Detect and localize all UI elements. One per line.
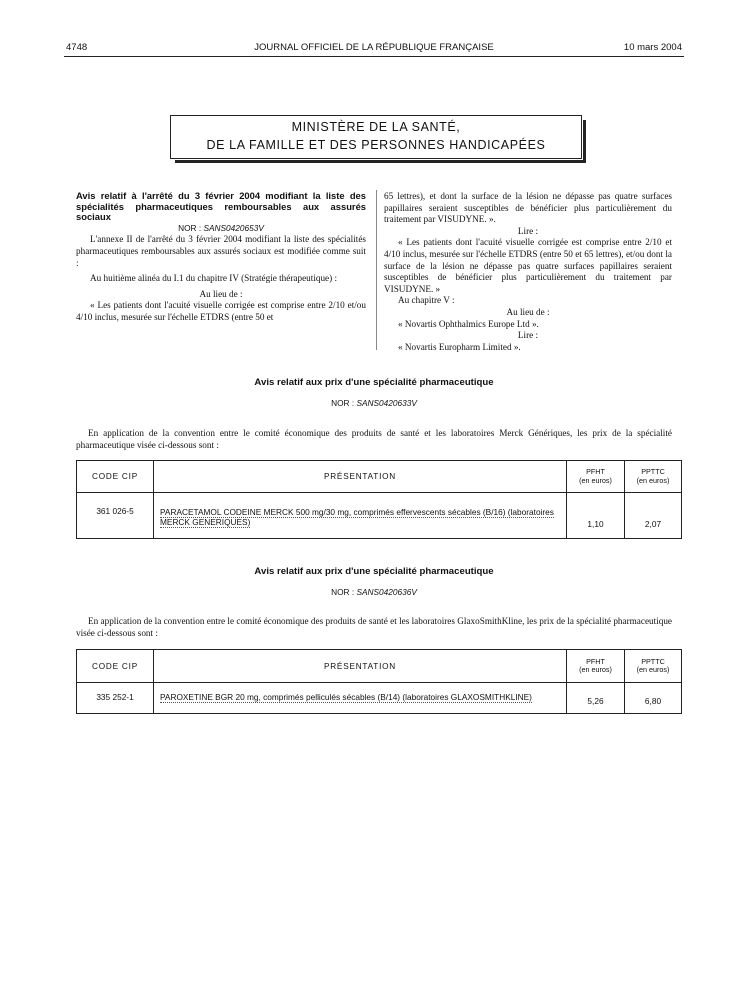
notice-1-col2-para-2: « Les patients dont l'acuité visuelle corrigée est comprise entre 2/10 et 4/10 inclus, mesurée sur l'échelle ETDRS (entre 50 et 65 lettres), et/ou dont la surface de la lésion ne dépasse pas quatre surfaces papillaires seraient susceptibles de bénéficier plus particulièrement du traitement par VISUDYNE. » (384, 237, 672, 294)
notice-3-nor (0, 587, 748, 597)
notice-1-nor (76, 223, 366, 235)
table-header-row (77, 461, 682, 493)
col-header-presentation: PRÉSENTATION (154, 461, 567, 493)
pfht-label: PFHT (586, 656, 605, 666)
notice-3-paragraph-text: En application de la convention entre le comité économique des produits de santé et les laboratoires GlaxoSmithKline, les prix de la spécialité pharmaceutique visée ci-dessous sont : (76, 616, 672, 638)
pfht-unit: (en euros) (579, 475, 612, 485)
notice-1-novartis-2: « Novartis Europharm Limited ». (398, 341, 521, 352)
notice-1-left-column (76, 191, 366, 324)
pfht-label: PFHT (586, 467, 605, 476)
cell-code-cip: 335 252-1 (77, 683, 154, 714)
table-header-row (77, 650, 682, 683)
col-header-presentation: PRÉSENTATION (154, 650, 567, 683)
nor-label: NOR : (331, 398, 355, 408)
ministry-banner (170, 115, 582, 159)
notice-1-col2-para-1: 65 lettres), et dont la surface de la lésion ne dépasse pas quatre surfaces papillaires seraient susceptibles de bénéficier plus particulièrement du traitement par VISUDYNE. ». (384, 191, 672, 225)
notice-1-para-1: L'annexe II de l'arrêté du 3 février 2004 modifiant la liste des spécialités pharmaceutiques remboursables aux assurés sociaux est modifiée comme suit : (76, 234, 366, 268)
notice-2-nor (0, 398, 748, 408)
presentation-text: PARACETAMOL CODEINE MERCK 500 mg/30 mg, comprimés effervescents sécables (B/16) (laboratoires MERCK GENERIQUES) (160, 507, 554, 527)
col-header-ppttc (625, 650, 682, 683)
notice-1-novartis-1: « Novartis Ophthalmics Europe Ltd ». (398, 318, 539, 329)
ppttc-unit: (en euros) (636, 475, 670, 485)
nor-code: SANS0420636V (356, 587, 417, 597)
notice-1-para-3: « Les patients dont l'acuité visuelle corrigée est comprise entre 2/10 et/ou 4/10 inclus, mesurée sur l'échelle ETDRS (entre 50 et (76, 300, 366, 322)
ministry-line-2: DE LA FAMILLE ET DES PERSONNES HANDICAPÉES (206, 138, 546, 152)
col-header-pfht (567, 461, 625, 493)
col-header-code-cip: CODE CIP (77, 461, 154, 493)
ppttc-unit: (en euros) (636, 665, 670, 674)
nor-label: NOR : (331, 587, 355, 597)
notice-1-au-lieu-de-2: Au lieu de : (506, 306, 550, 317)
col-header-code-cip: CODE CIP (77, 650, 154, 683)
col-header-pfht (567, 650, 625, 683)
table-row (77, 683, 682, 714)
cell-ppttc: 2,07 (625, 493, 682, 539)
cell-presentation (154, 683, 567, 714)
cell-pfht: 5,26 (567, 683, 625, 714)
notice-1-right-column (384, 191, 672, 353)
cell-pfht: 1,10 (567, 493, 625, 539)
notice-1-para-2: Au huitième alinéa du I.1 du chapitre IV (Stratégie thérapeutique) : (90, 273, 338, 284)
issue-date: 10 mars 2004 (623, 42, 682, 53)
ppttc-label: PPTTC (641, 467, 665, 476)
nor-code: SANS0420633V (356, 398, 417, 408)
ministry-line-1: MINISTÈRE DE LA SANTÉ, (291, 120, 461, 134)
nor-code: SANS0420653V (203, 222, 264, 233)
page-number: 4748 (66, 42, 88, 53)
notice-3-paragraph (76, 616, 672, 639)
notice-1-lire-2: Lire : (517, 330, 539, 341)
notice-2-paragraph-text: En application de la convention entre le comité économique des produits de santé et les laboratoires Merck Génériques, les prix de la spécialité pharmaceutique visée ci-dessous sont : (76, 428, 672, 450)
column-divider (376, 190, 377, 350)
presentation-text: PAROXETINE BGR 20 mg, comprimés pelliculés sécables (B/14) (laboratoires GLAXOSMITHKLINE) (160, 692, 532, 702)
notice-1-au-lieu-de: Au lieu de : (199, 288, 243, 299)
notice-2-title: Avis relatif aux prix d'une spécialité pharmaceutique (254, 377, 494, 388)
col-header-ppttc (625, 461, 682, 493)
price-table-1 (76, 460, 682, 539)
table-row (77, 493, 682, 539)
price-table-2 (76, 649, 682, 714)
cell-code-cip: 361 026-5 (77, 493, 154, 539)
notice-1-title: Avis relatif à l'arrêté du 3 février 2004 modifiant la liste des spécialités pharmaceutiques remboursables aux assurés sociaux (76, 190, 366, 223)
nor-label: NOR : (178, 222, 202, 233)
pfht-unit: (en euros) (579, 665, 612, 674)
journal-title: JOURNAL OFFICIEL DE LA RÉPUBLIQUE FRANÇAISE (254, 42, 494, 53)
notice-1-lire-1: Lire : (517, 225, 539, 236)
notice-1-au-chapitre: Au chapitre V : (398, 295, 455, 306)
header-rule (64, 56, 684, 57)
cell-ppttc: 6,80 (625, 683, 682, 714)
ppttc-label: PPTTC (641, 656, 665, 666)
notice-3-title: Avis relatif aux prix d'une spécialité pharmaceutique (254, 566, 494, 577)
cell-presentation (154, 493, 567, 539)
notice-2-paragraph (76, 428, 672, 451)
